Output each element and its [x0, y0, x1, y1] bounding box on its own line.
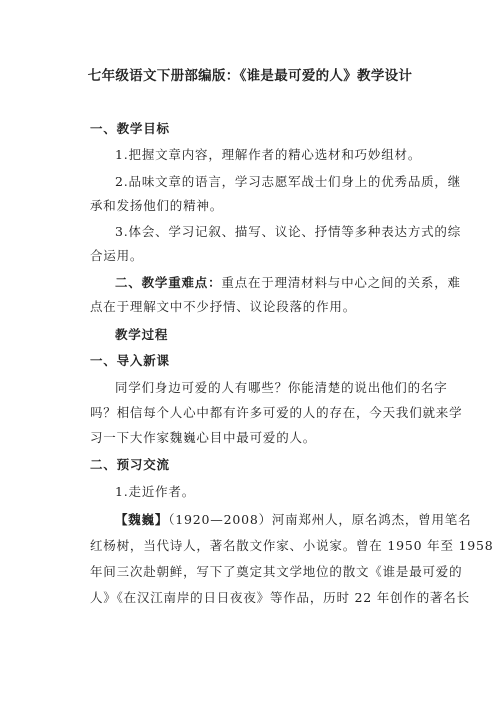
key-points-line-1 [115, 275, 461, 291]
goal-3-line-1: 3.体会、学习记叙、描写、议论、抒情等多种表达方式的综 [115, 224, 462, 239]
section-heading-preview: 二、预习交流 [90, 457, 170, 472]
key-points-line-2: 点在于理解文中不少抒情、议论段落的作用。 [90, 299, 357, 314]
bio-line-1-text: （1920—2008）河南郑州人，原名鸿杰，曾用笔名 [168, 512, 472, 527]
goal-3-line-2: 合运用。 [90, 248, 144, 263]
goal-1: 1.把握文章内容，理解作者的精心选材和巧妙组材。 [115, 147, 422, 162]
intro-line-3: 习一下大作家魏巍心目中最可爱的人。 [90, 430, 317, 445]
bio-line-4: 人》《在汉江南岸的日日夜夜》等作品，历时 22 年创作的著名长 [90, 590, 470, 605]
teaching-process-heading: 教学过程 [115, 327, 169, 342]
section-heading-teaching-goals: 一、教学目标 [90, 121, 170, 136]
goal-2-line-2: 承和发扬他们的精神。 [90, 198, 224, 213]
intro-line-1: 同学们身边可爱的人有哪些？你能清楚的说出他们的名字 [115, 380, 448, 395]
bio-line-3: 年间三次赴朝鲜，写下了奠定其文学地位的散文《谁是最可爱的 [90, 564, 463, 579]
key-points-text: 重点在于理清材料与中心之间的关系，难 [221, 275, 461, 290]
goal-2-line-1: 2.品味文章的语言，学习志愿军战士们身上的优秀品质，继 [115, 174, 462, 189]
key-points-label: 二、教学重难点： [115, 275, 222, 290]
author-item: 1.走近作者。 [115, 484, 196, 499]
bio-line-1 [115, 512, 472, 528]
bio-name: 【魏巍】 [115, 512, 169, 527]
document-title: 七年级语文下册部编版：《谁是最可爱的人》教学设计 [87, 68, 413, 84]
section-heading-intro: 一、导入新课 [90, 353, 170, 368]
bio-line-2: 红杨树，当代诗人，著名散文作家、小说家。曾在 1950 年至 1958 [90, 538, 494, 553]
intro-line-2: 吗？相信每个人心中都有许多可爱的人的存在，今天我们就来学 [90, 405, 463, 420]
